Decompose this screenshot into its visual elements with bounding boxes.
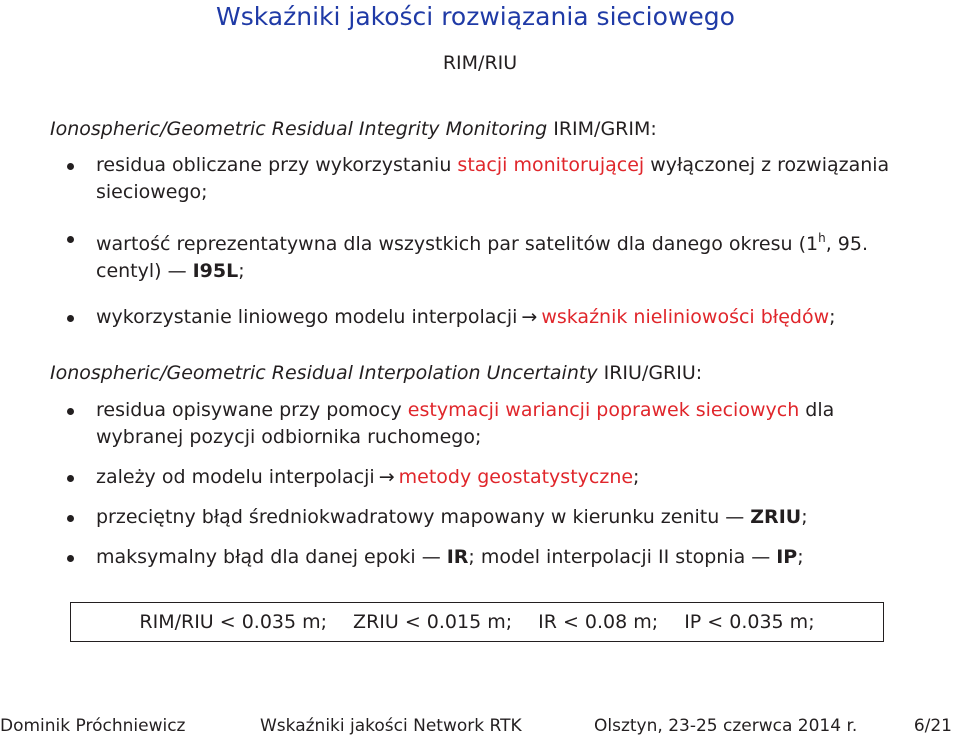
dash-symbol: — [167, 260, 187, 282]
bullet-icon [67, 515, 74, 522]
dash-symbol: — [751, 546, 771, 568]
bullet-icon [67, 236, 74, 243]
heading-italic: Ionospheric/Geometric Residual Interpolation Uncertainty [50, 362, 598, 384]
slide-footer [0, 712, 960, 742]
thresholds-box [70, 602, 884, 642]
footer-page-number: 6/21 [913, 716, 952, 736]
bullet-icon [67, 315, 74, 322]
slide-subtitle: RIM/RIU [442, 52, 518, 74]
threshold-rim-riu: RIM/RIU < 0.035 m; [139, 611, 328, 633]
footer-author: Dominik Próchniewicz [0, 716, 186, 736]
bullet-icon [67, 163, 74, 170]
list-item: zależy od modelu interpolacji → metody geostatystyczne; [64, 464, 914, 491]
dash-symbol: — [725, 506, 745, 528]
list-item: przeciętny błąd średniokwadratowy mapowany w kierunku zenitu — ZRIU; [64, 504, 914, 531]
threshold-ip: IP < 0.035 m; [684, 611, 815, 633]
bullet-icon [67, 475, 74, 482]
highlight-text: metody geostatystyczne [398, 466, 634, 488]
bold-term: IP [776, 546, 798, 568]
highlight-text: wskaźnik nieliniowości błędów [541, 306, 830, 328]
bullet-list-irim [64, 152, 914, 331]
list-item: residua obliczane przy wykorzystaniu stacji monitorującej wyłączonej z rozwiązania sieciowego; [64, 152, 914, 206]
heading-italic: Ionospheric/Geometric Residual Integrity Monitoring [50, 118, 548, 140]
dash-symbol: — [421, 546, 441, 568]
list-item: residua opisywane przy pomocy estymacji wariancji poprawek sieciowych dla wybranej pozycji odbiornika ruchomego; [64, 397, 914, 451]
arrow-icon: → [378, 466, 395, 488]
section-heading-irim [50, 118, 657, 140]
threshold-zriu: ZRIU < 0.015 m; [353, 611, 513, 633]
highlight-text: stacji monitorującej [457, 154, 645, 176]
bold-term: I95L [192, 260, 239, 282]
heading-suffix: IRIM/GRIM: [553, 118, 657, 140]
list-item: wykorzystanie liniowego modelu interpolacji → wskaźnik nieliniowości błędów; [64, 304, 914, 331]
bold-term: IR [446, 546, 469, 568]
bold-term: ZRIU [750, 506, 802, 528]
slide-title: Wskaźniki jakości rozwiązania sieciowego [216, 2, 735, 31]
bullet-icon [67, 555, 74, 562]
list-item: maksymalny błąd dla danej epoki — IR; model interpolacji II stopnia — IP; [64, 544, 914, 571]
bullet-list-iriu [64, 397, 914, 571]
footer-venue: Olsztyn, 23-25 czerwca 2014 r. [594, 716, 858, 736]
threshold-ir: IR < 0.08 m; [538, 611, 659, 633]
arrow-icon: → [521, 306, 538, 328]
footer-talk-title: Wskaźniki jakości Network RTK [260, 716, 522, 736]
list-item: wartość reprezentatywna dla wszystkich par satelitów dla danego okresu (1$^h$, 95. centyl) — I95L; [64, 225, 914, 285]
highlight-text: estymacji wariancji poprawek sieciowych [407, 399, 800, 421]
bullet-icon [67, 408, 74, 415]
section-heading-iriu [50, 362, 702, 384]
heading-suffix: IRIU/GRIU: [603, 362, 703, 384]
